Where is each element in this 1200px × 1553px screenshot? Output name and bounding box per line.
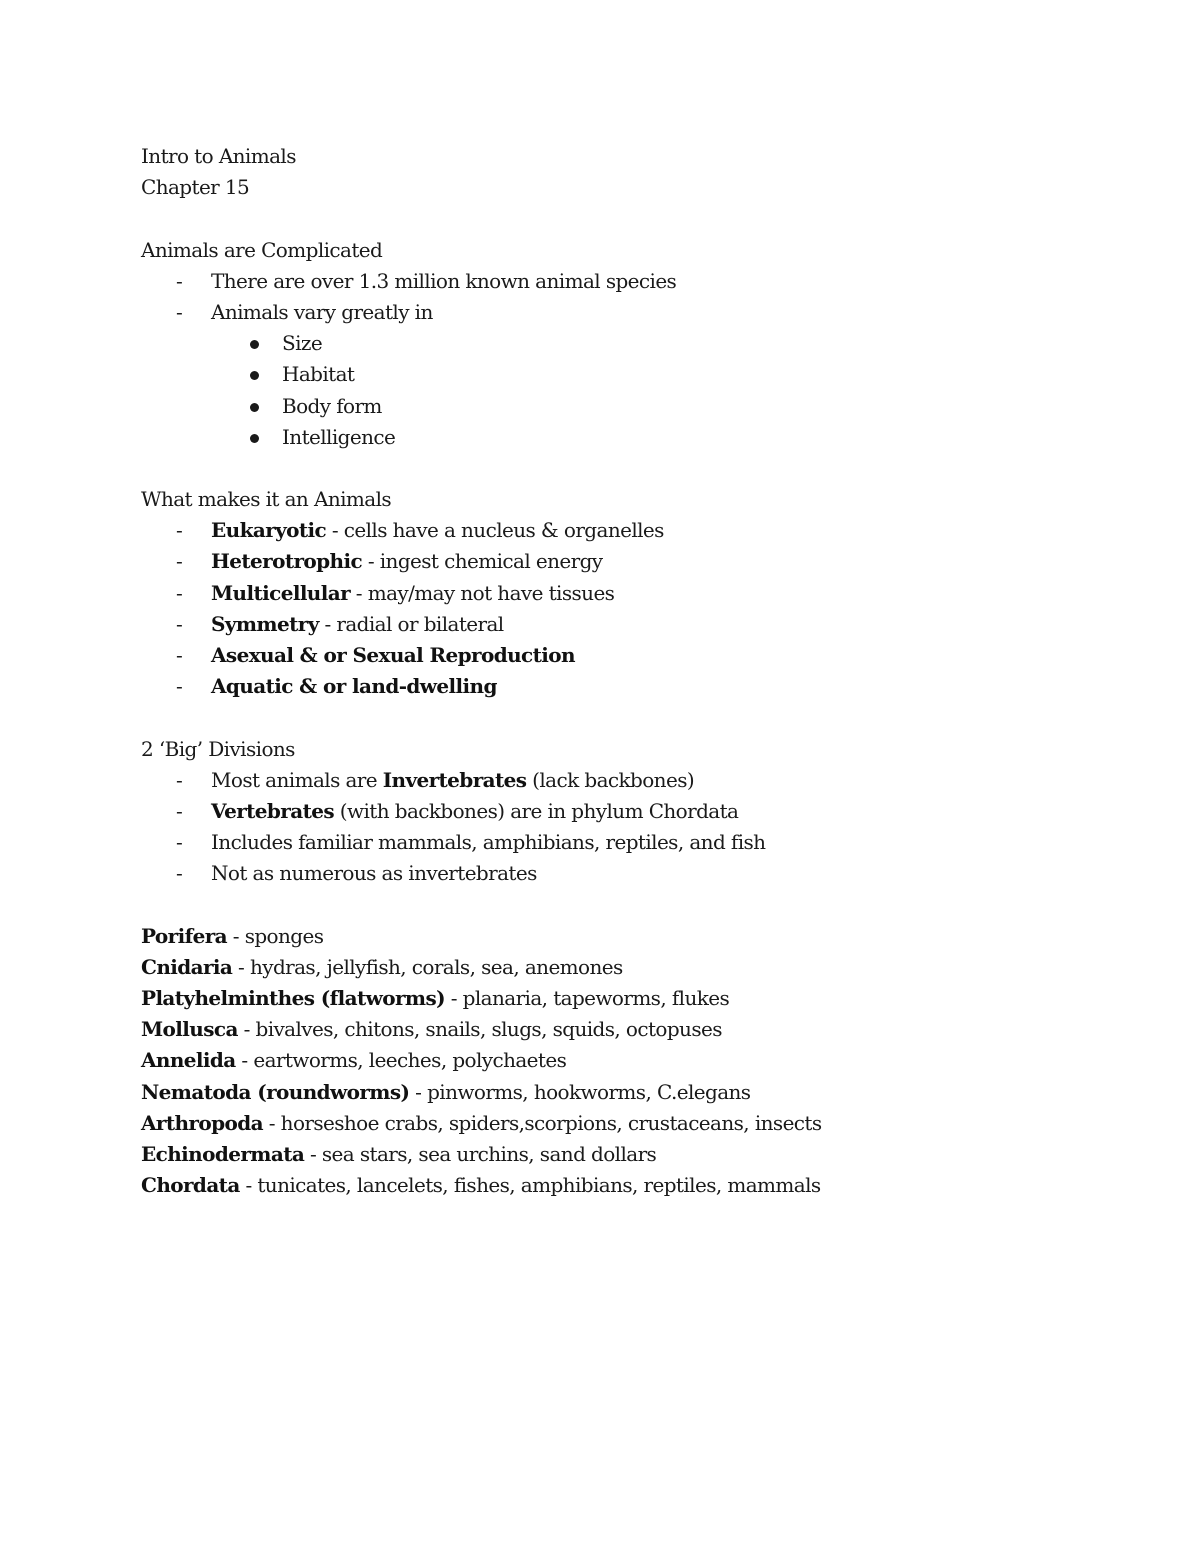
list-item <box>141 640 1101 671</box>
sub-list-item-text: Size <box>282 331 323 356</box>
term: Invertebrates <box>382 767 527 792</box>
list-item <box>141 266 1101 297</box>
term: Aquatic & or land-dwelling <box>211 674 497 699</box>
dash-marker: - <box>176 580 183 605</box>
dash-marker: - <box>176 861 183 886</box>
document-title: Intro to Animals <box>141 144 296 168</box>
list-item <box>141 609 1101 640</box>
list-item-text: There are over 1.3 million known animal species <box>211 268 677 293</box>
list-item <box>141 827 1101 858</box>
phylum-row <box>141 921 1101 952</box>
phylum-name: Cnidaria <box>141 954 233 979</box>
section-heading-what-makes: What makes it an Animals <box>141 487 392 512</box>
phylum-row <box>141 1108 1101 1139</box>
phylum-name: Echinodermata <box>141 1142 305 1166</box>
term: Vertebrates <box>211 798 335 823</box>
list-item-text: Animals vary greatly in <box>211 299 433 324</box>
list-item <box>141 671 1101 702</box>
list-item <box>141 515 1101 546</box>
phylum-row <box>141 983 1101 1014</box>
dash-marker: - <box>176 674 183 699</box>
phylum-row <box>141 1170 1101 1201</box>
phylum-row <box>141 1014 1101 1045</box>
section-heading-complicated: Animals are Complicated <box>141 237 383 262</box>
phylum-name: Nematoda (roundworms) <box>141 1079 410 1104</box>
phylum-row <box>141 1077 1101 1108</box>
bullet-dot-icon <box>250 371 259 380</box>
dash-marker: - <box>176 518 183 543</box>
dash-marker: - <box>176 643 183 667</box>
phylum-name: Arthropoda <box>141 1110 263 1135</box>
phylum-row <box>141 952 1101 983</box>
list-item <box>141 858 1101 889</box>
phylum-examples: - sea stars, sea urchins, sand dollars <box>304 1142 657 1166</box>
term: Heterotrophic <box>211 549 363 574</box>
term: Asexual & or Sexual Reproduction <box>211 643 575 667</box>
term: Eukaryotic <box>211 518 327 543</box>
term: Multicellular <box>211 580 351 605</box>
chapter-label: Chapter 15 <box>141 175 250 200</box>
phylum-name: Annelida <box>141 1048 236 1073</box>
phylum-examples: - eartworms, leeches, polychaetes <box>235 1048 567 1073</box>
list-item-text: Not as numerous as invertebrates <box>211 861 537 886</box>
list-item <box>141 297 1101 328</box>
list-item <box>141 765 1101 796</box>
phylum-row <box>141 1139 1101 1170</box>
list-item <box>141 546 1101 577</box>
phylum-name: Platyhelminthes (flatworms) <box>141 986 445 1011</box>
definition: - cells have a nucleus & organelles <box>326 518 664 543</box>
phylum-examples: - sponges <box>227 923 324 948</box>
sub-list-item <box>141 328 1101 359</box>
definition: - radial or bilateral <box>318 611 504 636</box>
phylum-name: Porifera <box>141 923 228 948</box>
dash-marker: - <box>176 268 183 293</box>
dash-marker: - <box>176 611 183 636</box>
phylum-examples: - pinworms, hookworms, C.elegans <box>409 1079 751 1104</box>
list-item <box>141 796 1101 827</box>
dash-marker: - <box>176 767 183 792</box>
phylum-examples: - horseshoe crabs, spiders,scorpions, crustaceans, insects <box>262 1110 822 1135</box>
list-item-text: (with backbones) are in phylum Chordata <box>334 798 739 823</box>
sub-list-item-text: Body form <box>282 393 382 418</box>
dash-marker: - <box>176 830 183 855</box>
term: Symmetry <box>211 611 319 636</box>
sub-list-item <box>141 422 1101 453</box>
list-item-text: Most animals are <box>211 767 383 792</box>
bullet-dot-icon <box>250 340 259 349</box>
phylum-name: Chordata <box>141 1173 240 1198</box>
phylum-examples: - planaria, tapeworms, flukes <box>445 986 730 1011</box>
list-item <box>141 578 1101 609</box>
phylum-row <box>141 1045 1101 1076</box>
list-item-text: Includes familiar mammals, amphibians, reptiles, and fish <box>211 830 766 855</box>
document-content <box>141 141 1101 1201</box>
dash-marker: - <box>176 299 183 324</box>
dash-marker: - <box>176 549 183 574</box>
definition: - may/may not have tissues <box>350 580 615 605</box>
dash-marker: - <box>176 798 183 823</box>
sub-list-item-text: Habitat <box>282 362 355 387</box>
list-item-text: (lack backbones) <box>526 767 695 792</box>
bullet-dot-icon <box>250 403 259 412</box>
sub-list-item <box>141 359 1101 390</box>
section-heading-divisions: 2 ‘Big’ Divisions <box>141 736 295 761</box>
bullet-dot-icon <box>250 434 259 443</box>
definition: - ingest chemical energy <box>362 549 603 574</box>
phylum-examples: - bivalves, chitons, snails, slugs, squids, octopuses <box>237 1017 722 1042</box>
phylum-name: Mollusca <box>141 1017 238 1042</box>
sub-list-item-text: Intelligence <box>282 424 396 449</box>
phylum-examples: - tunicates, lancelets, fishes, amphibians, reptiles, mammals <box>239 1173 821 1198</box>
phylum-examples: - hydras, jellyfish, corals, sea, anemones <box>232 954 623 979</box>
sub-list-item <box>141 391 1101 422</box>
